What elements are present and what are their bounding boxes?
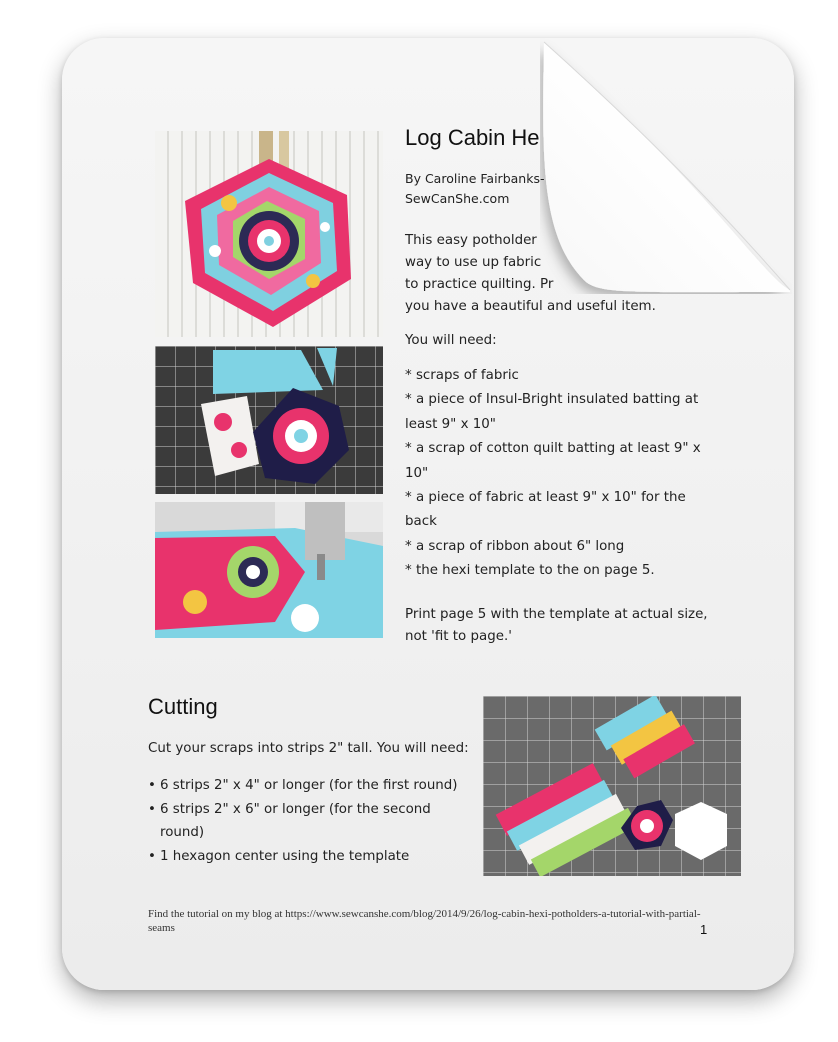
fabric-cutting-mat-photo bbox=[155, 346, 383, 494]
list-item: * a piece of fabric at least 9" x 10" for the back bbox=[405, 486, 705, 535]
page-curl-icon bbox=[540, 38, 792, 294]
cutting-intro: Cut your scraps into strips 2" tall. You will need: bbox=[148, 741, 469, 756]
cutting-list bbox=[148, 774, 458, 868]
intro-line: you have a beautiful and useful item. bbox=[405, 299, 656, 314]
finished-potholder-photo bbox=[155, 131, 383, 337]
page-number: 1 bbox=[700, 922, 708, 937]
list-item: * a scrap of cotton quilt batting at least 9" x 10" bbox=[405, 437, 705, 486]
sewing-machine-photo bbox=[155, 502, 383, 638]
list-item: * the hexi template to the on page 5. bbox=[405, 559, 705, 583]
byline-author: By Caroline Fairbanks- bbox=[405, 171, 545, 186]
list-item: * a scrap of ribbon about 6" long bbox=[405, 535, 705, 559]
byline-site: SewCanShe.com bbox=[405, 191, 510, 206]
list-item: * a piece of Insul-Bright insulated batting at least 9" x 10" bbox=[405, 388, 705, 437]
list-item: • 6 strips 2" x 4" or longer (for the first round) bbox=[148, 774, 458, 798]
list-item: * scraps of fabric bbox=[405, 364, 705, 388]
list-item: • 1 hexagon center using the template bbox=[148, 845, 458, 869]
intro-line: way to use up fabric bbox=[405, 255, 542, 270]
needs-heading: You will need: bbox=[405, 333, 497, 348]
print-note: Print page 5 with the template at actual size, not 'fit to page.' bbox=[405, 607, 708, 644]
footer-link-text: Find the tutorial on my blog at https://www.sewcanshe.com/blog/2014/9/26/log-cabin-hexi-potholders-a-tutorial-with-partial-seams bbox=[148, 908, 701, 934]
intro-line: This easy potholder bbox=[405, 233, 537, 248]
document-title: Log Cabin He bbox=[405, 125, 540, 150]
fabric-strips-photo bbox=[483, 696, 741, 876]
cutting-heading: Cutting bbox=[148, 694, 218, 719]
intro-line: to practice quilting. Pr bbox=[405, 277, 554, 292]
supplies-list bbox=[405, 364, 705, 584]
list-item: • 6 strips 2" x 6" or longer (for the second round) bbox=[148, 798, 458, 845]
